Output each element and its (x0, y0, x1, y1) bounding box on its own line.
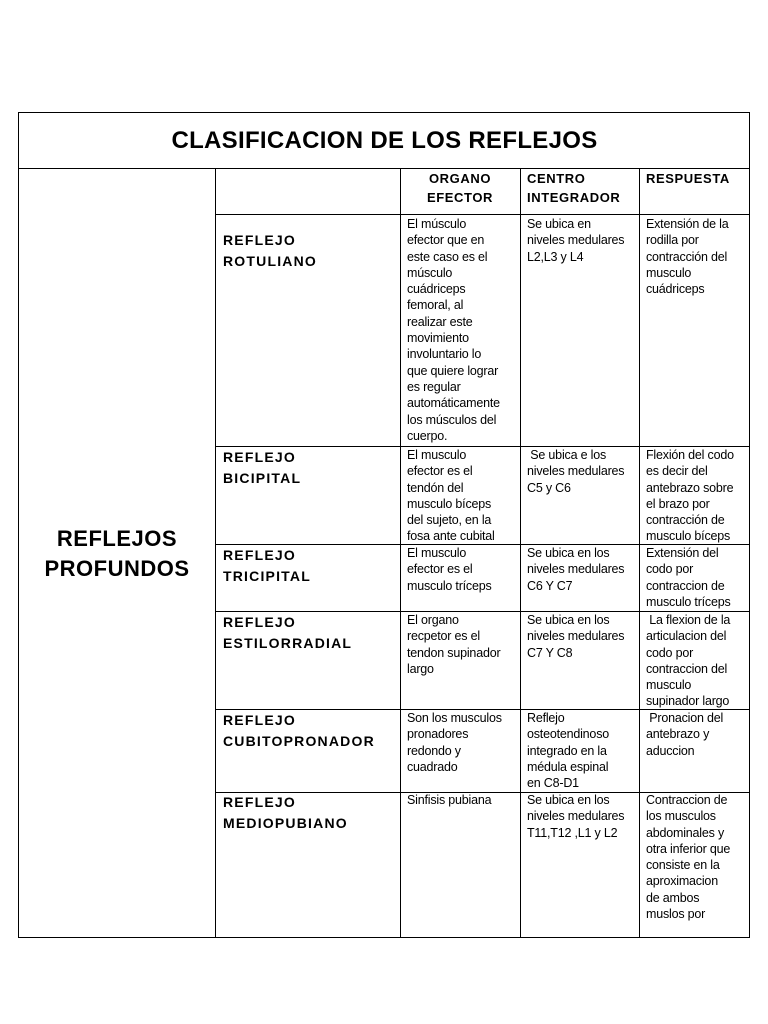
cell-text-line: largo (407, 661, 434, 676)
cell-text-line: del sujeto, en la (407, 513, 492, 528)
organo-cell-rotuliano (400, 216, 520, 444)
cell-text-line: contraccion de (646, 578, 725, 593)
cell-text-line: C7 Y C8 (527, 645, 573, 660)
reflex-name-line-1: REFLEJO (223, 232, 296, 248)
reflex-name-rotuliano (215, 230, 400, 272)
cell-text-line: musculo tríceps (407, 578, 492, 593)
centro-cell-mediopubiano (520, 792, 639, 841)
cell-text-line: fosa ante cubital (407, 529, 495, 544)
reflex-name-line-2: BICIPITAL (223, 470, 302, 486)
cell-text-line: supinador largo (646, 694, 730, 709)
reflex-name-line-1: REFLEJO (223, 449, 296, 465)
cell-text-line: redondo y (407, 743, 461, 758)
cell-text-line: este caso es el (407, 249, 488, 264)
reflex-name-tricipital (215, 545, 400, 587)
cell-text-line: contracción del (646, 249, 728, 264)
cell-text-line: Son los musculos (407, 711, 502, 725)
cell-text-line: Pronacion del (646, 711, 724, 725)
cell-text-line: Contraccion de (646, 793, 728, 807)
reflex-name-line-1: REFLEJO (223, 547, 296, 563)
cell-text-line: automáticamente (407, 396, 500, 411)
cell-text-line: Extensión del (646, 546, 719, 560)
cell-text-line: osteotendinoso (527, 727, 609, 742)
centro-cell-cubitopronador (520, 710, 639, 791)
cell-text-line: El musculo (407, 546, 467, 560)
centro-cell-bicipital (520, 447, 639, 496)
cell-text-line: Se ubica e los (527, 448, 606, 462)
cell-text-line: Extensión de la (646, 217, 729, 231)
cell-text-line: antebrazo sobre (646, 480, 734, 495)
cell-text-line: aproximacion (646, 874, 718, 889)
reflex-name-bicipital (215, 447, 400, 489)
row-divider-header (215, 214, 750, 215)
cell-text-line: musculo bíceps (646, 529, 731, 544)
cell-text-line: pronadores (407, 727, 469, 742)
table-border-bottom (18, 937, 750, 938)
header-centro-line-2: INTEGRADOR (527, 190, 621, 205)
header-centro-integrador (527, 169, 639, 207)
reflex-name-line-2: CUBITOPRONADOR (223, 733, 375, 749)
reflex-name-line-1: REFLEJO (223, 614, 296, 630)
cell-text-line: codo por (646, 645, 694, 660)
reflex-name-line-1: REFLEJO (223, 712, 296, 728)
cell-text-line: movimiento (407, 331, 469, 346)
centro-cell-tricipital (520, 545, 639, 594)
respuesta-cell-estilorradial (639, 612, 749, 710)
respuesta-cell-bicipital (639, 447, 749, 545)
cell-text-line: los músculos del (407, 412, 497, 427)
cell-text-line: Se ubica en los (527, 793, 610, 807)
header-organo-line-2: EFECTOR (426, 190, 494, 205)
cell-text-line: cuádriceps (407, 282, 466, 297)
cell-text-line: contracción de (646, 513, 725, 528)
group-label-line-2: PROFUNDOS (44, 555, 190, 581)
cell-text-line: Flexión del codo (646, 448, 734, 462)
cell-text-line: El músculo (407, 217, 467, 231)
cell-text-line: efector es el (407, 562, 473, 577)
cell-text-line: contraccion del (646, 661, 728, 676)
cell-text-line: niveles medulares (527, 233, 625, 248)
cell-text-line: niveles medulares (527, 629, 625, 644)
cell-text-line: recpetor es el (407, 629, 480, 644)
cell-text-line: musculo bíceps (407, 496, 492, 511)
respuesta-cell-rotuliano (639, 216, 749, 297)
cell-text-line: Se ubica en los (527, 613, 610, 627)
organo-cell-mediopubiano (400, 792, 520, 808)
cell-text-line: Se ubica en los (527, 546, 610, 560)
cell-text-line: otra inferior que (646, 841, 731, 856)
group-label (19, 170, 215, 937)
cell-text-line: musculo (646, 265, 692, 280)
cell-text-line: en C8-D1 (527, 776, 579, 791)
reflex-name-line-1: REFLEJO (223, 794, 296, 810)
cell-text-line: C5 y C6 (527, 480, 571, 495)
cell-text-line: codo por (646, 562, 694, 577)
table-border-right (749, 112, 750, 938)
page-title: CLASIFICACION DE LOS REFLEJOS (171, 127, 598, 154)
cell-text-line: El musculo (407, 448, 467, 462)
cell-text-line: musculo (646, 678, 692, 693)
cell-text-line: articulacion del (646, 629, 727, 644)
reflex-name-line-2: ESTILORRADIAL (223, 635, 353, 651)
cell-text-line: Sinfisis pubiana (407, 793, 492, 807)
cell-text-line: L2,L3 y L4 (527, 249, 584, 264)
cell-text-line: el brazo por (646, 496, 710, 511)
cell-text-line: cuádriceps (646, 282, 705, 297)
reflex-name-line-2: TRICIPITAL (223, 568, 311, 584)
cell-text-line: niveles medulares (527, 464, 625, 479)
cell-text-line: músculo (407, 265, 453, 280)
header-respuesta-label: RESPUESTA (646, 171, 730, 186)
cell-text-line: de ambos (646, 890, 700, 905)
organo-cell-bicipital (400, 447, 520, 545)
cell-text-line: El organo (407, 613, 459, 627)
cell-text-line: niveles medulares (527, 809, 625, 824)
cell-text-line: médula espinal (527, 759, 609, 774)
cell-text-line: es decir del (646, 464, 708, 479)
cell-text-line: rodilla por (646, 233, 699, 248)
cell-text-line: efector es el (407, 464, 473, 479)
cell-text-line: Se ubica en (527, 217, 591, 231)
reflex-name-estilorradial (215, 612, 400, 654)
centro-cell-estilorradial (520, 612, 639, 661)
cell-text-line: tendon supinador (407, 645, 501, 660)
cell-text-line: integrado en la (527, 743, 607, 758)
centro-cell-rotuliano (520, 216, 639, 265)
cell-text-line: consiste en la (646, 858, 720, 873)
header-respuesta (646, 169, 749, 188)
header-centro-line-1: CENTRO (527, 171, 586, 186)
cell-text-line: cuadrado (407, 759, 458, 774)
cell-text-line: Reflejo (527, 711, 565, 725)
respuesta-cell-mediopubiano (639, 792, 749, 922)
organo-cell-tricipital (400, 545, 520, 594)
cell-text-line: muslos por (646, 907, 706, 922)
cell-text-line: aduccion (646, 743, 695, 758)
cell-text-line: los musculos (646, 809, 716, 824)
organo-cell-estilorradial (400, 612, 520, 677)
cell-text-line: es regular (407, 379, 461, 394)
cell-text-line: involuntario lo (407, 347, 482, 362)
group-label-line-1: REFLEJOS (56, 525, 178, 551)
cell-text-line: cuerpo. (407, 428, 448, 443)
reflex-name-mediopubiano (215, 792, 400, 834)
cell-text-line: niveles medulares (527, 562, 625, 577)
cell-text-line: antebrazo y (646, 727, 710, 742)
reflex-name-line-2: MEDIOPUBIANO (223, 815, 348, 831)
respuesta-cell-tricipital (639, 545, 749, 610)
cell-text-line: efector que en (407, 233, 485, 248)
organo-cell-cubitopronador (400, 710, 520, 775)
reflex-name-line-2: ROTULIANO (223, 253, 318, 269)
reflex-name-cubitopronador (215, 710, 400, 752)
cell-text-line: femoral, al (407, 298, 464, 313)
cell-text-line: tendón del (407, 480, 464, 495)
cell-text-line: T11,T12 ,L1 y L2 (527, 825, 618, 840)
cell-text-line: realizar este (407, 314, 473, 329)
respuesta-cell-cubitopronador (639, 710, 749, 759)
cell-text-line: musculo tríceps (646, 594, 731, 609)
cell-text-line: C6 Y C7 (527, 578, 573, 593)
cell-text-line: abdominales y (646, 825, 725, 840)
header-organo-line-1: ORGANO (428, 171, 492, 186)
cell-text-line: La flexion de la (646, 613, 731, 627)
cell-text-line: que quiere lograr (407, 363, 499, 378)
header-organo-efector (400, 169, 520, 207)
